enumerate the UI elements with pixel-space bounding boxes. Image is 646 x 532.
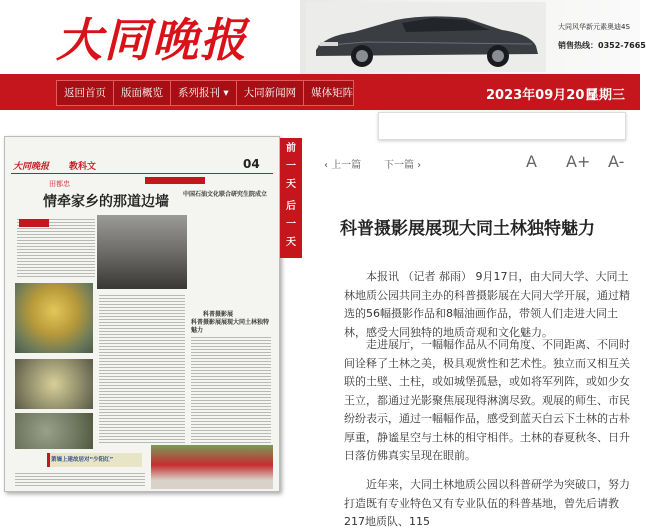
thumb-side-headline[interactable]: 中国石油文化联合研究生院成立	[183, 191, 268, 198]
article-paragraph-1: 本报讯 （记者 郝雨） 9月17日，由大同大学、大同土林地质公园共同主办的科普摄影展在大同大学开展，通过精选的56幅摄影作品和8幅油画作品，带领人们走进大同土林，感受大同独特的地质奇观和文化魅力。	[344, 270, 630, 339]
prev-day-tab[interactable]	[280, 140, 302, 194]
next-day-char-3: 天	[286, 237, 296, 248]
thumb-footer-text	[15, 471, 145, 487]
font-reset-button[interactable]: A	[526, 152, 537, 171]
search-box[interactable]	[378, 112, 626, 140]
thumb-text-label	[19, 219, 49, 227]
thumb-photo-yellow-tree	[15, 283, 93, 353]
thumb-exhibition-photo	[97, 215, 187, 289]
font-decrease-button[interactable]: A-	[608, 152, 625, 171]
next-article-button[interactable]	[384, 156, 421, 171]
prev-day-char-1: 前	[286, 143, 296, 154]
next-day-char-2: 一	[286, 219, 296, 230]
thumb-photo-dancers	[151, 445, 273, 489]
nav-home[interactable]: 返回首页	[57, 81, 114, 105]
thumb-section: 教科文	[69, 162, 97, 172]
article-paragraph-2: 走进展厅，一幅幅作品从不同角度、不同距离、不同时间诠释了土林之美，极具观赏性和艺术性。独立而又相互关联的土壁、土柱，或如城堡孤悬，或如将军列阵，或如少女王立，都通过光影聚焦展现得淋漓尽致。观展的师生、市民纷纷表示，通过一幅幅作品，感受到蓝天白云下土林的古朴厚重，静谧星空与土林的相守相伴。土林的春夏秋冬、日升日落仿佛真实呈现在眼前。	[344, 338, 630, 462]
thumb-masthead: 大同晚报	[13, 162, 50, 172]
thumb-side-label: 科普摄影展	[203, 311, 234, 318]
nav-page-overview[interactable]: 版面概览	[114, 81, 171, 105]
site-header	[0, 0, 646, 74]
ad-dealer-text: 大同风华新元素奥迪4S	[558, 23, 630, 31]
nav-menu	[56, 80, 354, 106]
next-day-tab[interactable]	[280, 198, 302, 252]
prev-article-button[interactable]	[324, 156, 361, 171]
chevron-right-icon: ›	[414, 160, 422, 171]
thumb-banner-text: 萧墙上建故居对“少阳红”	[51, 457, 114, 463]
issue-date: 2023年09月20日	[486, 88, 598, 103]
next-article-label: 下一篇	[384, 160, 414, 171]
newspaper-page-thumbnail[interactable]	[4, 136, 280, 492]
thumb-photo-tree-3	[15, 413, 93, 449]
chevron-left-icon: ‹	[324, 160, 332, 171]
thumb-page-number: 04	[243, 157, 260, 171]
thumb-body-text-right	[191, 335, 271, 445]
car-image	[306, 2, 546, 72]
thumb-article-headline[interactable]: 科普摄影展展现大同土林独特魅力	[191, 319, 270, 334]
site-logo[interactable]: 大同晚报	[56, 13, 248, 67]
prev-day-char-3: 天	[286, 179, 296, 190]
article-paragraph-3: 近年来，大同土林地质公园以科普研学为突破口，努力打造既有专业特色又有专业队伍的科普基地，曾先后请教217地质队、115	[344, 478, 630, 528]
issue-weekday: 星期三	[586, 88, 626, 103]
thumb-column-header	[145, 177, 205, 184]
thumb-photo-tree-2	[15, 359, 93, 409]
thumb-lead-headline[interactable]: 情牵家乡的那道边墙	[43, 194, 169, 210]
font-increase-button[interactable]: A+	[566, 152, 591, 171]
nav-series-publications[interactable]: 系列报刊 ▾	[171, 81, 237, 105]
audi-advertisement-banner[interactable]	[300, 0, 646, 74]
prev-article-label: 上一篇	[331, 160, 362, 171]
day-switch-tabs	[280, 138, 302, 258]
nav-media-matrix[interactable]: 媒体矩阵	[311, 87, 354, 99]
article-toolbar	[318, 146, 638, 178]
thumb-body-text	[99, 293, 185, 443]
article-title: 科普摄影展展现大同土林独特魅力	[340, 219, 595, 239]
thumb-rule	[11, 173, 273, 174]
prev-day-char-2: 一	[286, 161, 296, 172]
thumb-author: 田都忠	[49, 180, 70, 188]
nav-datong-news[interactable]: 大同新闻网	[237, 81, 305, 105]
ad-hotline-text: 销售热线：0352-7665	[558, 41, 646, 50]
next-day-char-1: 后	[286, 201, 296, 212]
